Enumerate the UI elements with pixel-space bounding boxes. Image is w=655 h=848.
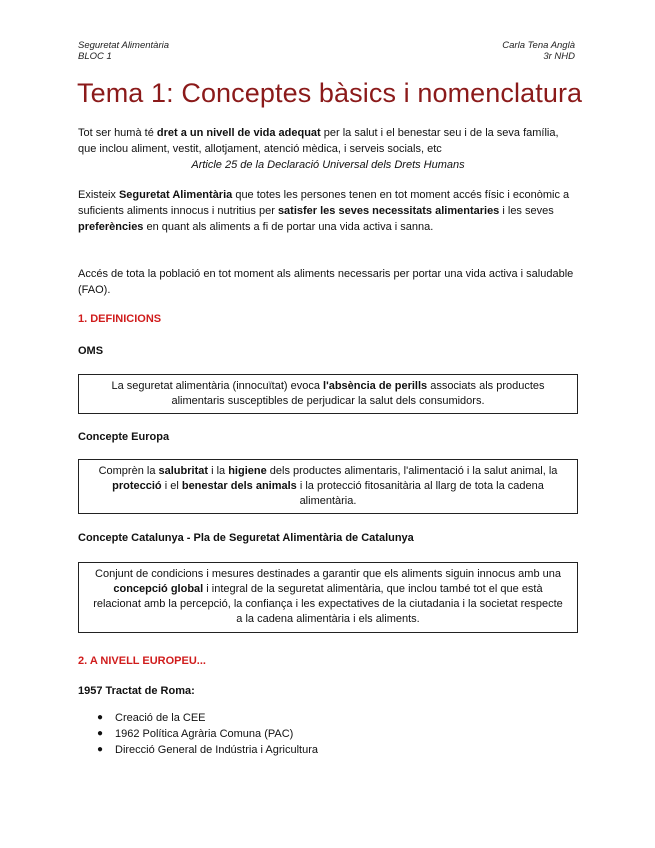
subheading-europa: Concepte Europa [78,431,170,443]
bullet-list [78,710,318,758]
subheading-oms: OMS [78,345,104,357]
list-item: ● 1962 Política Agrària Comuna (PAC) [97,728,294,740]
intro-paragraph-3: Accés de tota la població en tot moment als aliments necessaris per portar una vida activa i saludable (FAO). [78,268,574,296]
header-author: Carla Tena Anglà [502,40,575,51]
list-item: ● Creació de la CEE [97,712,206,724]
header-course: 3r NHD [543,51,575,62]
header-left [78,40,169,62]
definition-box-catalunya: Conjunt de condicions i mesures destinades a garantir que els aliments siguin innocus amb una concepció global i integral de la seguretat alimentària, que inclou també tot el que està relacionat amb la percepció, la confiança i les expectatives de la ciutadania i la societat respecte a la cadena alimentària i els aliments. [78,562,578,633]
list-item: ● Direcció General de Indústria i Agricultura [97,744,318,756]
definition-box-oms: La seguretat alimentària (innocuïtat) evoca l'absència de perills associats als productes alimentaris susceptibles de perjudicar la salut dels consumidors. [78,374,578,414]
subheading-tractat-roma: 1957 Tractat de Roma: [78,685,195,697]
definition-box-europa: Comprèn la salubritat i la higiene dels productes alimentaris, l'alimentació i la salut animal, la protecció i el benestar dels animals i la protecció fitosanitària al llarg de tota la cadena alimentària. [78,459,578,514]
subheading-catalunya: Concepte Catalunya - Pla de Seguretat Alimentària de Catalunya [78,532,414,544]
bullet-icon: ● [97,728,104,739]
section-heading-definicions: 1. DEFINICIONS [78,313,162,325]
citation: Article 25 de la Declaració Universal dels Drets Humans [191,159,465,171]
intro-paragraph-2: Existeix Seguretat Alimentària que totes les persones tenen en tot moment accés físic i econòmic a suficients aliments innocus i nutritius per satisfer les seves necessitats alimentaries i les seves preferències en quant als aliments a fi de portar una vida activa i sanna. [78,189,570,233]
bullet-icon: ● [97,712,104,723]
intro-paragraph-1: Tot ser humà té dret a un nivell de vida adequat per la salut i el benestar seu i de la seva família, que inclou aliment, vestit, allotjament, atenció mèdica, i serveis socials, etc Article 25 de la Declaració Universal dels Drets Humans [78,125,578,173]
header-subject: Seguretat Alimentària [78,40,170,51]
section-heading-europeu: 2. A NIVELL EUROPEU... [78,655,206,667]
bullet-icon: ● [97,744,104,755]
header-right [502,40,575,62]
header-block: BLOC 1 [78,51,112,62]
page-title: Tema 1: Conceptes bàsics i nomenclatura [77,78,583,108]
